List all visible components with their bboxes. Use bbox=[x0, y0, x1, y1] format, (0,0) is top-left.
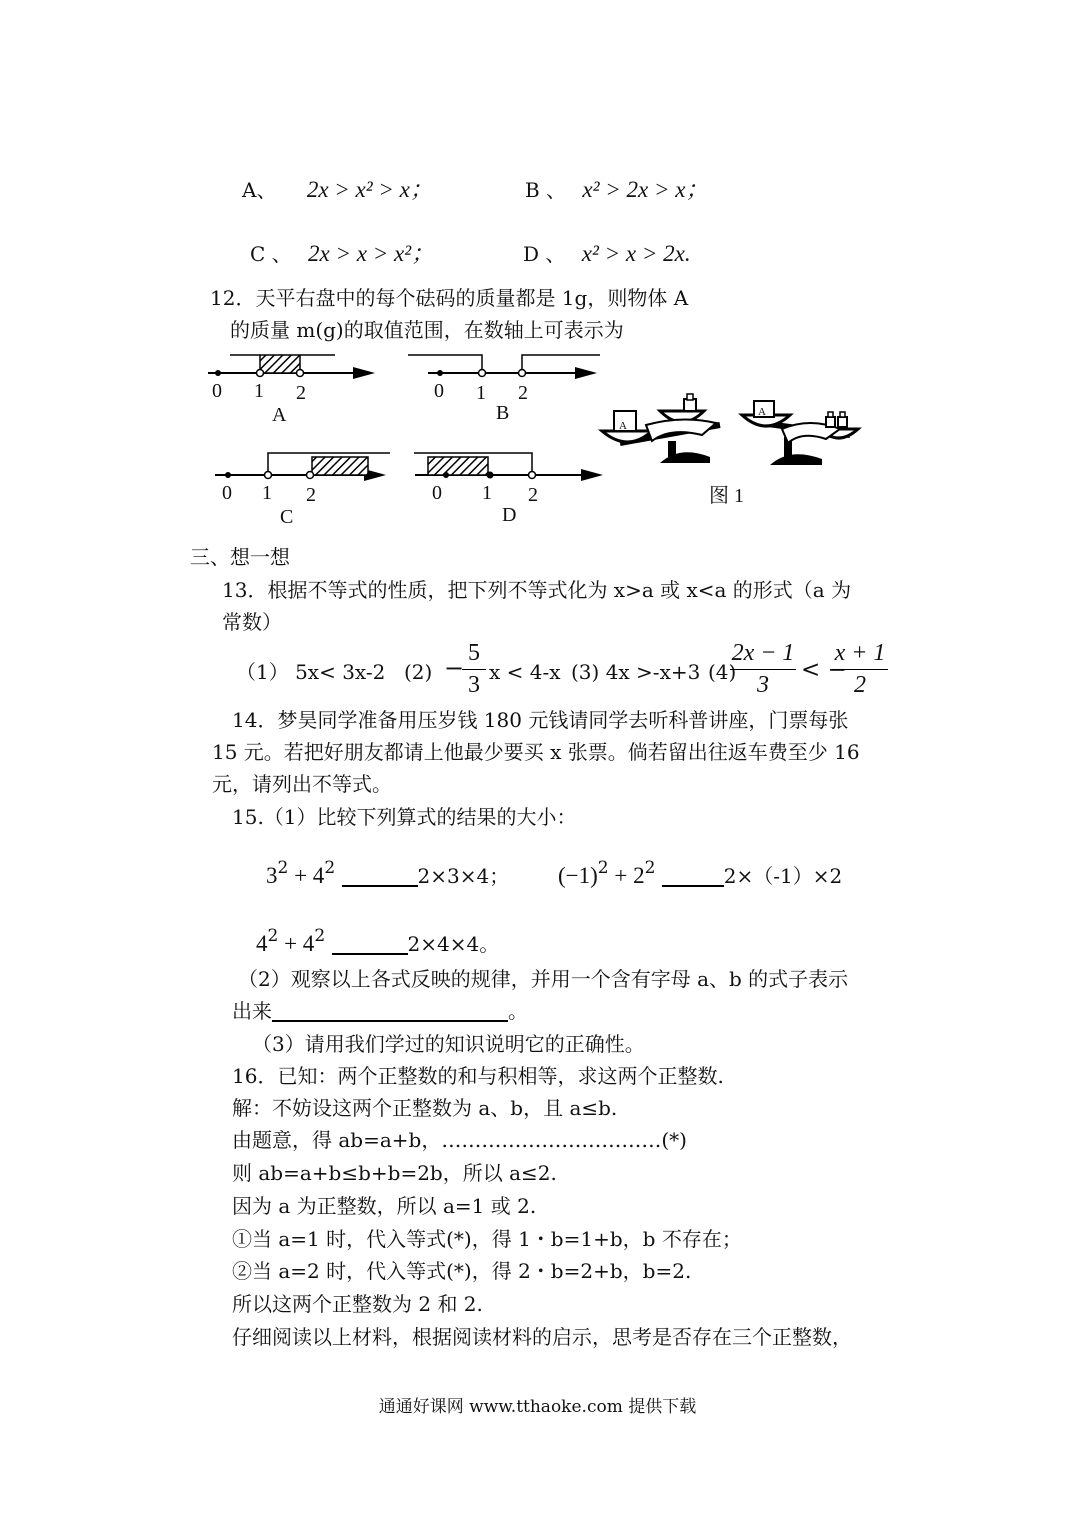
q11-option-a bbox=[242, 178, 433, 202]
number-line-b bbox=[408, 355, 600, 424]
q16-line2: 解：不妨设这两个正整数为 a、b，且 a≤b. bbox=[232, 1096, 618, 1120]
exponent: 2 bbox=[644, 858, 656, 878]
q15-line1: 15.（1）比较下列算式的结果的大小： bbox=[232, 805, 577, 829]
figure-caption: 图 1 bbox=[709, 485, 744, 507]
q16-line3: 由题意，得 ab=a+b，……………………………(*) bbox=[232, 1128, 687, 1152]
base: + 4 bbox=[288, 863, 325, 888]
numerator: x + 1 bbox=[834, 640, 886, 666]
q13-part2-fraction bbox=[462, 640, 486, 699]
axis-label-d: D bbox=[502, 504, 517, 526]
q13-part3: (3) 4x >-x+3 bbox=[571, 660, 701, 684]
tick-label-2: 2 bbox=[296, 382, 306, 404]
denominator: 2 bbox=[854, 672, 866, 698]
q16-line9: 仔细阅读以上材料，根据阅读材料的启示，思考是否存在三个正整数， bbox=[232, 1325, 852, 1349]
axis-label-a: A bbox=[272, 404, 287, 426]
text: 出来 bbox=[232, 999, 272, 1023]
expr-tail: 2×3×4； bbox=[417, 864, 510, 888]
tick-label-2: 2 bbox=[518, 382, 528, 404]
q12-line1: 12．天平右盘中的每个砝码的质量都是 1g，则物体 A bbox=[210, 286, 689, 310]
q11-option-b bbox=[525, 178, 708, 202]
answer-blank[interactable] bbox=[272, 1000, 508, 1022]
number-line-a bbox=[208, 355, 375, 426]
q13-part4-left-fraction bbox=[730, 640, 796, 699]
answer-blank[interactable] bbox=[332, 933, 408, 955]
page-footer: 通通好课网 www.tthaoke.com 提供下载 bbox=[378, 1397, 697, 1417]
q16-line5: 因为 a 为正整数，所以 a=1 或 2. bbox=[232, 1194, 537, 1218]
q14-line3: 元，请列出不等式。 bbox=[212, 772, 392, 796]
q13-line1: 13．根据不等式的性质，把下列不等式化为 x>a 或 x<a 的形式（a 为 bbox=[222, 578, 852, 602]
q13-part2-label: (2) bbox=[404, 660, 433, 684]
q13-part4-right-fraction bbox=[832, 640, 888, 699]
exponent: 2 bbox=[277, 858, 289, 878]
expr-tail: 2×（-1）×2 bbox=[723, 864, 843, 888]
tick-label-2: 2 bbox=[528, 484, 538, 506]
option-expr: x² > 2x > x； bbox=[582, 177, 709, 202]
q13-line2: 常数） bbox=[222, 610, 282, 634]
weight-label: A bbox=[619, 420, 627, 432]
base: 4 bbox=[256, 931, 268, 956]
weight-label: A bbox=[758, 406, 766, 418]
q15-expr2 bbox=[558, 856, 842, 888]
tick-label-1: 1 bbox=[262, 482, 272, 504]
expr-tail: 2×4×4。 bbox=[407, 932, 500, 956]
exponent: 2 bbox=[597, 858, 609, 878]
q11-option-c bbox=[250, 242, 434, 266]
tick-label-1: 1 bbox=[476, 382, 486, 404]
option-label: B 、 bbox=[525, 178, 567, 202]
option-label: A、 bbox=[242, 178, 277, 202]
q14-line1: 14．梦昊同学准备用压岁钱 180 元钱请同学去听科普讲座，门票每张 bbox=[232, 708, 849, 732]
option-label: D 、 bbox=[523, 242, 566, 266]
numerator: 2x − 1 bbox=[731, 640, 795, 666]
q15-part2-line2 bbox=[232, 999, 528, 1023]
q15-expr1 bbox=[266, 856, 509, 888]
q13-part2-tail: x < 4-x bbox=[489, 660, 561, 684]
q16-line8: 所以这两个正整数为 2 和 2. bbox=[232, 1292, 483, 1316]
number-line-c bbox=[215, 453, 390, 528]
q13-part4-relation: < − bbox=[801, 657, 847, 683]
base: + 2 bbox=[608, 863, 645, 888]
axis-label-b: B bbox=[496, 402, 510, 424]
denominator: 3 bbox=[757, 672, 769, 698]
base: + 4 bbox=[278, 931, 315, 956]
q12-line2: 的质量 m(g)的取值范围，在数轴上可表示为 bbox=[230, 318, 624, 342]
q14-line2: 15 元。若把好朋友都请上他最少要买 x 张票。倘若留出往返车费至少 16 bbox=[212, 740, 860, 764]
axis-label-c: C bbox=[280, 506, 294, 528]
q16-line7: ②当 a=2 时，代入等式(*)，得 2・b=2+b，b=2. bbox=[232, 1259, 692, 1283]
q13-part2-minus: − bbox=[444, 654, 465, 682]
tick-label-1: 1 bbox=[482, 482, 492, 504]
exponent: 2 bbox=[314, 926, 326, 946]
q15-expr3 bbox=[256, 924, 499, 956]
q12-figure bbox=[190, 345, 880, 535]
q16-line1: 16．已知：两个正整数的和与积相等，求这两个正整数. bbox=[232, 1064, 724, 1088]
q15-part2-line1: （2）观察以上各式反映的规律，并用一个含有字母 a、b 的式子表示 bbox=[238, 967, 849, 991]
q16-line4: 则 ab=a+b≤b+b=2b，所以 a≤2. bbox=[232, 1161, 557, 1185]
tick-label-0: 0 bbox=[212, 380, 222, 402]
section-title: 三、想一想 bbox=[190, 545, 290, 569]
q13-part1: （1） 5x< 3x-2 bbox=[236, 660, 386, 684]
balance-scale-right bbox=[742, 401, 858, 465]
option-expr: 2x > x² > x； bbox=[306, 177, 433, 202]
exponent: 2 bbox=[267, 926, 279, 946]
q15-part3: （3）请用我们学过的知识说明它的正确性。 bbox=[252, 1032, 645, 1056]
number-line-d bbox=[414, 453, 603, 526]
base: (−1) bbox=[558, 863, 598, 888]
numerator: 5 bbox=[468, 640, 480, 666]
answer-blank[interactable] bbox=[342, 865, 418, 887]
answer-blank[interactable] bbox=[662, 865, 724, 887]
tick-label-1: 1 bbox=[254, 380, 264, 402]
q16-line6: ①当 a=1 时，代入等式(*)，得 1・b=1+b，b 不存在； bbox=[232, 1227, 742, 1251]
balance-scale-left bbox=[602, 394, 720, 463]
text: 。 bbox=[508, 999, 528, 1023]
q13-part4-label: (4) bbox=[708, 660, 737, 684]
q11-option-d bbox=[523, 242, 691, 266]
tick-label-0: 0 bbox=[222, 482, 232, 504]
tick-label-2: 2 bbox=[306, 484, 316, 506]
denominator: 3 bbox=[468, 672, 480, 698]
exponent: 2 bbox=[324, 858, 336, 878]
tick-label-0: 0 bbox=[434, 380, 444, 402]
option-expr: x² > x > 2x. bbox=[581, 241, 691, 266]
option-label: C 、 bbox=[250, 242, 292, 266]
option-expr: 2x > x > x²； bbox=[308, 241, 435, 266]
base: 3 bbox=[266, 863, 278, 888]
tick-label-0: 0 bbox=[432, 482, 442, 504]
